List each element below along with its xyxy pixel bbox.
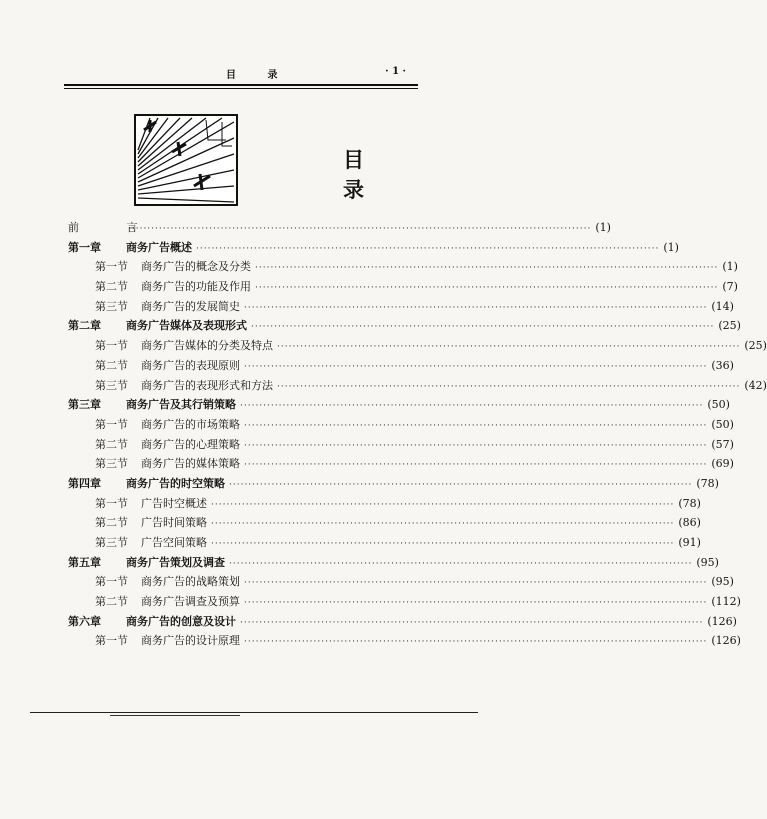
toc-page-ref: (126) [711,634,741,648]
toc-section-row [68,278,738,298]
toc-entry-number: 第一章 [68,240,101,254]
toc-leader-dots: ························································································································ [128,224,592,234]
toc-title: 目 录 [343,147,402,202]
toc-page-ref: (57) [711,437,734,451]
toc-entry-number: 第二章 [68,319,101,333]
toc-entry-title: 商务广告的功能及作用 [141,280,251,294]
toc-entry-title: 商务广告的概念及分类 [141,260,251,274]
toc-leader-dots: ························································································································ [229,558,693,569]
toc-entry-title: 商务广告的心理策略 [141,437,240,451]
toc-section-row [68,632,741,652]
toc-chapter-row [68,475,719,495]
toc-entry-title: 广告时间策略 [141,516,207,530]
toc-leader-dots: ························································································································ [240,401,704,412]
toc-leader-dots: ························································································································ [244,460,708,471]
toc-page-ref: (1) [595,221,611,234]
toc-section-row [68,495,701,515]
toc-section-row [68,377,767,397]
toc-section-row [68,337,767,357]
toc-entry-number: 第六章 [68,614,101,628]
toc-section-row [68,534,701,554]
toc-chapter-row [68,317,741,337]
toc-entry-number: 第一节 [95,496,128,510]
toc-page-ref: (1) [722,260,738,274]
toc-page-ref: (69) [711,457,734,471]
toc-page-ref: (25) [718,319,741,333]
toc-entry-number: 第二节 [95,280,128,294]
toc-leader-dots: ························································································································ [240,617,704,628]
toc-entry-number: 第一节 [95,575,128,589]
toc-entry-number: 第四章 [68,476,101,490]
toc-entry-number: 第二节 [95,358,128,372]
toc-leader-dots: ························································································································ [251,322,715,333]
toc-entry-title: 商务广告概述 [126,240,192,254]
toc-leader-dots: ························································································································ [244,578,708,589]
toc-entry-title: 商务广告媒体的分类及特点 [141,339,273,353]
toc-page-ref: (95) [696,555,719,569]
toc-leader-dots: ························································································································ [244,302,708,313]
decorative-illustration [134,114,238,206]
toc-leader-dots: ························································································································ [196,243,660,254]
toc-page-ref: (126) [707,614,737,628]
footer-rule [30,712,478,713]
toc-section-row [68,436,734,456]
toc-preface-row [68,219,611,239]
toc-entry-title: 商务广告的战略策划 [141,575,240,589]
toc-entry-title: 广告空间策略 [141,536,207,549]
toc-chapter-row [68,613,737,633]
toc-chapter-row [68,554,719,574]
toc-page-ref: (36) [711,358,734,372]
toc-entry-number: 第一节 [95,260,128,274]
toc-entry-title: 商务广告及其行销策略 [126,398,236,412]
table-of-contents [68,219,767,652]
toc-leader-dots: ························································································································ [244,420,708,431]
toc-leader-dots: ························································································································ [277,381,741,392]
toc-section-row [68,416,734,436]
toc-entry-number: 第三节 [95,536,128,549]
toc-entry-number: 第一节 [95,417,128,431]
footer-rule-short [110,715,240,716]
toc-leader-dots: ························································································································ [229,479,693,490]
toc-page-ref: (78) [678,496,701,510]
toc-entry-number: 第五章 [68,555,101,569]
toc-page-ref: (50) [707,398,730,412]
toc-page-ref: (25) [744,339,767,353]
toc-leader-dots: ························································································································ [255,283,719,294]
toc-section-row [68,298,734,318]
toc-entry-title: 商务广告的设计原理 [141,634,240,648]
toc-page-ref: (95) [711,575,734,589]
toc-section-row [68,514,701,534]
toc-section-row [68,593,741,613]
toc-section-row [68,258,738,278]
toc-page-ref: (50) [711,417,734,431]
toc-leader-dots: ························································································································ [211,519,675,530]
toc-leader-dots: ························································································································ [244,361,708,372]
toc-entry-number: 第三节 [95,457,128,471]
running-header [64,66,416,82]
toc-entry-title: 商务广告策划及调查 [126,555,225,569]
toc-section-row [68,573,734,593]
toc-entry-number: 前 言 [68,221,160,234]
toc-entry-number: 第一节 [95,634,128,648]
toc-entry-number: 第一节 [95,339,128,353]
toc-section-row [68,455,734,475]
header-rule-thick [64,84,418,86]
toc-section-row [68,357,734,377]
page-number: · 1 · [385,66,406,77]
toc-leader-dots: ························································································································ [211,499,675,510]
toc-chapter-row [68,396,730,416]
toc-leader-dots: ························································································································ [244,598,708,609]
toc-leader-dots: ························································································································ [255,263,719,274]
toc-leader-dots: ························································································································ [244,440,708,451]
toc-entry-number: 第三节 [95,378,128,392]
toc-leader-dots: ························································································································ [244,637,708,648]
toc-entry-title: 商务广告的创意及设计 [126,614,236,628]
toc-entry-title: 商务广告的表现形式和方法 [141,378,273,392]
toc-page-ref: (42) [744,378,767,392]
toc-entry-number: 第二节 [95,595,128,609]
toc-entry-number: 第二节 [95,516,128,530]
toc-entry-number: 第三节 [95,299,128,313]
toc-entry-title: 商务广告媒体及表现形式 [126,319,247,333]
running-header-title: 目 录 [226,70,292,81]
toc-page-ref: (78) [696,476,719,490]
toc-page-ref: (14) [711,299,734,313]
toc-entry-title: 商务广告调查及预算 [141,595,240,609]
toc-entry-title: 商务广告的媒体策略 [141,457,240,471]
toc-entry-title: 商务广告的发展简史 [141,299,240,313]
toc-leader-dots: ························································································································ [277,342,741,353]
toc-entry-title: 广告时空概述 [141,496,207,510]
toc-page-ref: (112) [711,595,741,609]
header-rule-thin [64,88,418,89]
toc-page-ref: (1) [663,240,679,254]
toc-chapter-row [68,239,679,259]
toc-entry-number: 第二节 [95,437,128,451]
toc-entry-title: 商务广告的市场策略 [141,417,240,431]
toc-entry-number: 第三章 [68,398,101,412]
toc-page-ref: (7) [722,280,738,294]
toc-page-ref: (91) [678,536,701,549]
toc-leader-dots: ························································································································ [211,539,675,549]
toc-entry-title: 商务广告的表现原则 [141,358,240,372]
toc-page-ref: (86) [678,516,701,530]
toc-entry-title: 商务广告的时空策略 [126,476,225,490]
